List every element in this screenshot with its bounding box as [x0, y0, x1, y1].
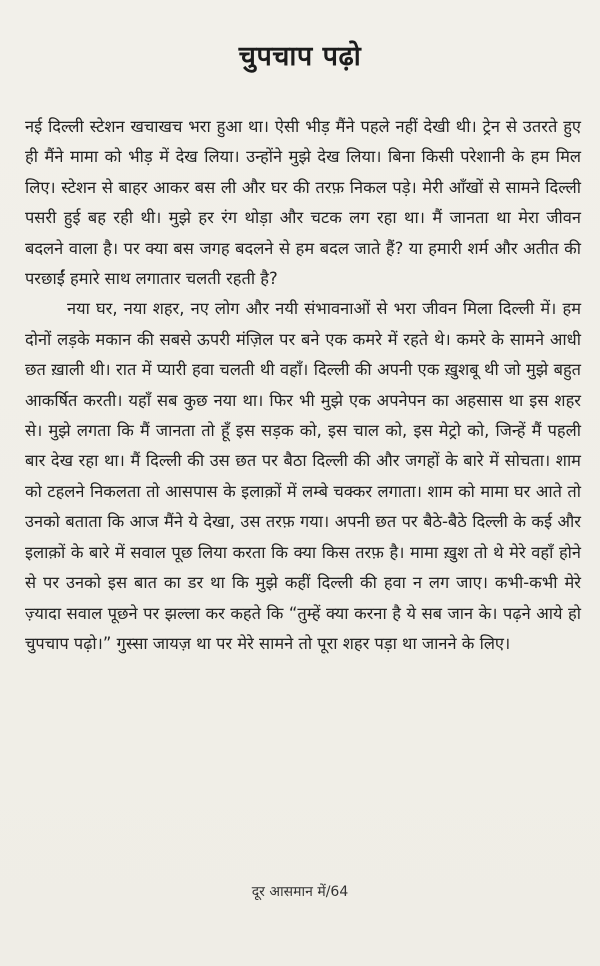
page-footer: दूर आसमान में/64: [251, 884, 349, 900]
paragraph-1: नई दिल्ली स्टेशन खचाखच भरा हुआ था। ऐसी भीड़ मैंने पहले नहीं देखी थी। ट्रेन से उतरते हुए ही मैंने मामा को भीड़ में देख लिया। उन्होंने मुझे देख लिया। बिना किसी परेशानी के हम मिल लिए। स्टेशन से बाहर आकर बस ली और घर की तरफ़ निकल पड़े। मेरी आँखों से सामने दिल्ली पसरी हुई बह रही थी। मुझे हर रंग थोड़ा और चटक लग रहा था। मैं जानता था मेरा जीवन बदलने वाला है। पर क्या बस जगह बदलने से हम बदल जाते हैं? या हमारी शर्म और अतीत की परछाईं हमारे साथ लगातार चलती रहती है?: [25, 117, 581, 289]
paragraph-2: नया घर, नया शहर, नए लोग और नयी संभावनाओं से भरा जीवन मिला दिल्ली में। हम दोनों लड़के मकान की सबसे ऊपरी मंज़िल पर बने एक कमरे में रहते थे। कमरे के सामने आधी छत ख़ाली थी। रात में प्यारी हवा चलती थी वहाँ। दिल्ली की अपनी एक ख़ुशबू थी जो मुझे बहुत आकर्षित करती। यहाँ सब कुछ नया था। फिर भी मुझे एक अपनेपन का अहसास था इस शहर से। मुझे लगता कि मैं जानता तो हूँ इस सड़क को, इस चाल को, इस मेट्रो को, जिन्हें मैं पहली बार देख रहा था। मैं दिल्ली की उस छत पर बैठा दिल्ली की और जगहों के बारे में सोचता। शाम को टहलने निकलता तो आसपास के इलाक़ों में लम्बे चक्कर लगाता। शाम को मामा घर आते तो उनको बताता कि आज मैंने ये देखा, उस तरफ़ गया। अपनी छत पर बैठे-बैठे दिल्ली के कई और इलाक़ों के बारे में सवाल पूछ लिया करता कि क्या किस तरफ़ है। मामा ख़ुश तो थे मेरे वहाँ होने से पर उनको इस बात का डर था कि मुझे कहीं दिल्ली की हवा न लग जाए। कभी-कभी मेरे ज़्यादा सवाल पूछने पर झल्ला कर कहते कि “तुम्हें क्या करना है ये सब जान के। पढ़ने आये हो चुपचाप पढ़ो।” गुस्सा जायज़ था पर मेरे सामने तो पूरा शहर पड़ा था जानने के लिए।: [25, 299, 581, 653]
chapter-title: चुपचाप पढ़ो: [238, 41, 362, 72]
chapter-body: [25, 112, 581, 659]
